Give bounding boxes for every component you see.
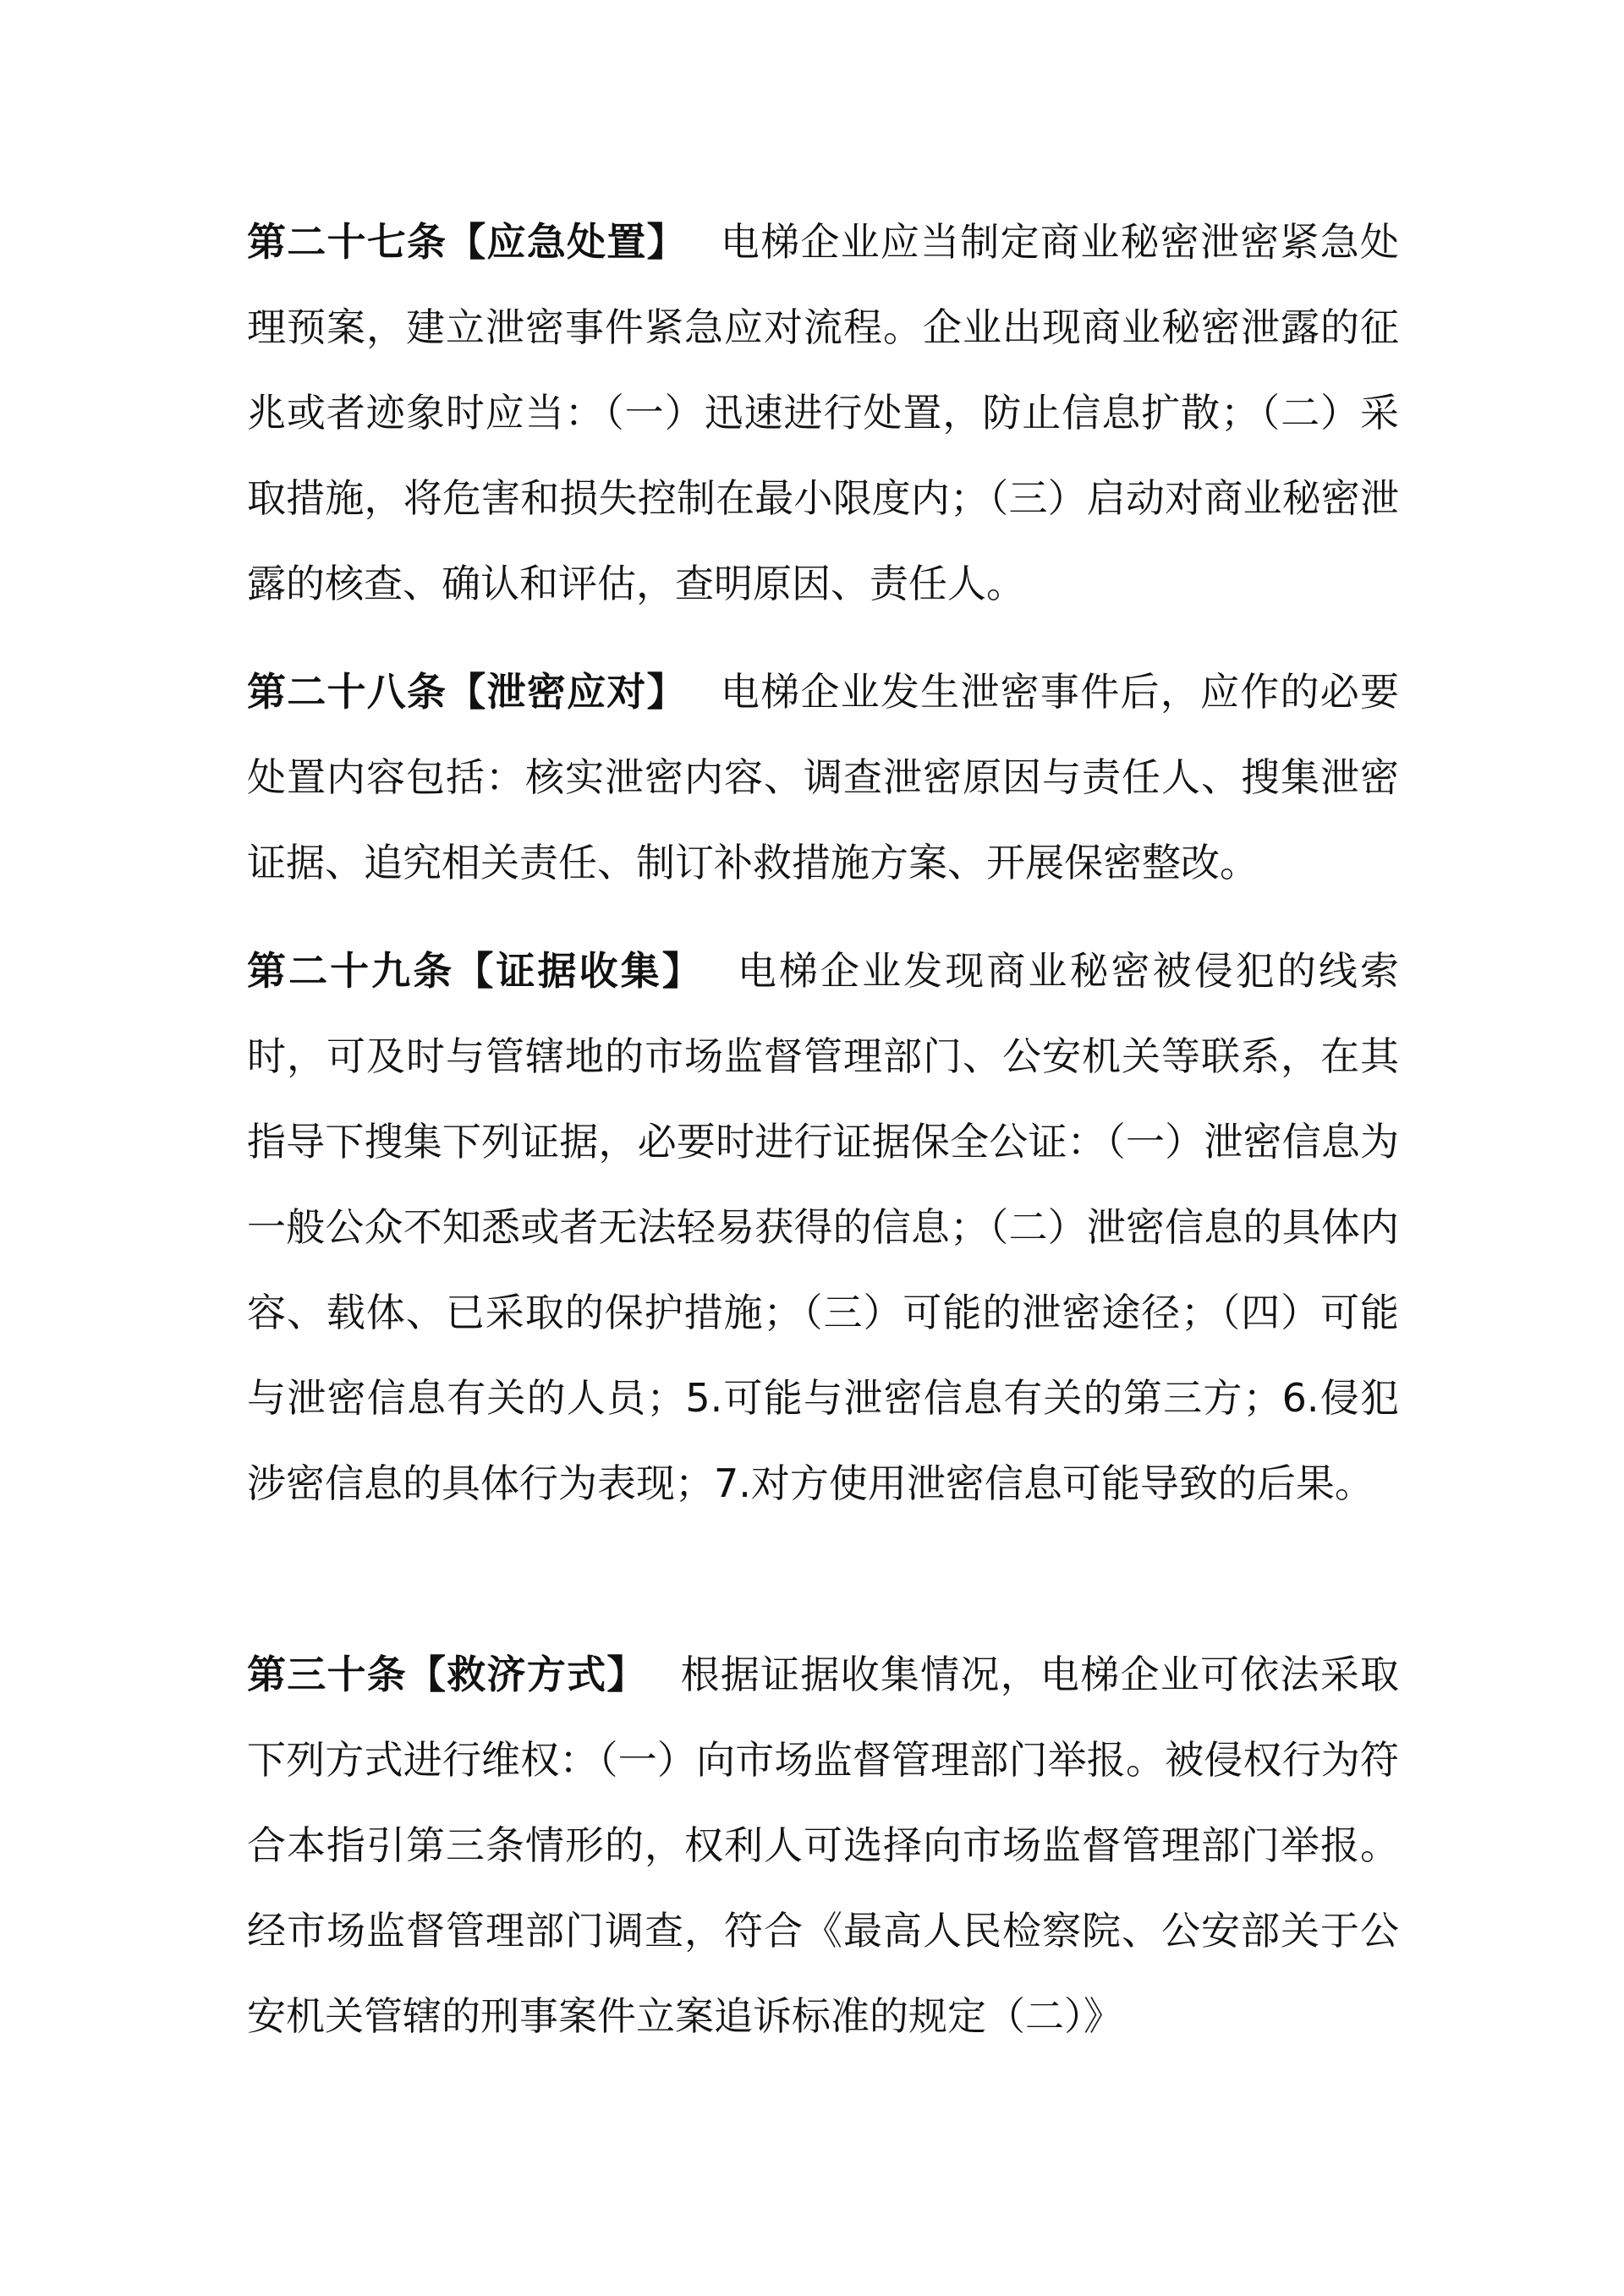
article-27-body: 电梯企业应当制定商业秘密泄密紧急处理预案，建立泄密事件紧急应对流程。企业出现商业秘密泄露的征兆或者迹象时应当：（一）迅速进行处置，防止信息扩散；（二）采取措施，将危害和损失控制在最小限度内；（三）启动对商业秘密泄露的核查、确认和评估，查明原因、责任人。: [247, 219, 1400, 606]
article-28-body: 电梯企业发生泄密事件后，应作的必要处置内容包括：核实泄密内容、调查泄密原因与责任人、搜集泄密证据、追究相关责任、制订补救措施方案、开展保密整改。: [247, 669, 1400, 885]
article-28: [247, 649, 1399, 906]
article-30: [247, 1632, 1399, 2059]
article-29: [247, 929, 1399, 1526]
article-29-heading: 第二十九条【证据收集】: [247, 948, 704, 994]
article-30-body: 根据证据收集情况，电梯企业可依法采取下列方式进行维权：（一）向市场监督管理部门举报。被侵权行为符合本指引第三条情形的，权利人可选择向市场监督管理部门举报。经市场监督管理部门调查，符合《最高人民检察院、公安部关于公安机关管辖的刑事案件立案追诉标准的规定（二）》: [247, 1652, 1400, 2039]
article-27: [247, 200, 1399, 627]
article-27-heading: 第二十七条【应急处置】: [247, 219, 687, 265]
article-28-heading: 第二十八条【泄密应对】: [247, 669, 687, 715]
article-30-heading: 第三十条【救济方式】: [247, 1652, 647, 1697]
article-29-body: 电梯企业发现商业秘密被侵犯的线索时，可及时与管辖地的市场监督管理部门、公安机关等联系，在其指导下搜集下列证据，必要时进行证据保全公证：（一）泄密信息为一般公众不知悉或者无法轻易获得的信息；（二）泄密信息的具体内容、载体、已采取的保护措施；（三）可能的泄密途径；（四）可能与泄密信息有关的人员；5.可能与泄密信息有关的第三方；6.侵犯涉密信息的具体行为表现；7.对方使用泄密信息可能导致的后果。: [247, 948, 1400, 1506]
